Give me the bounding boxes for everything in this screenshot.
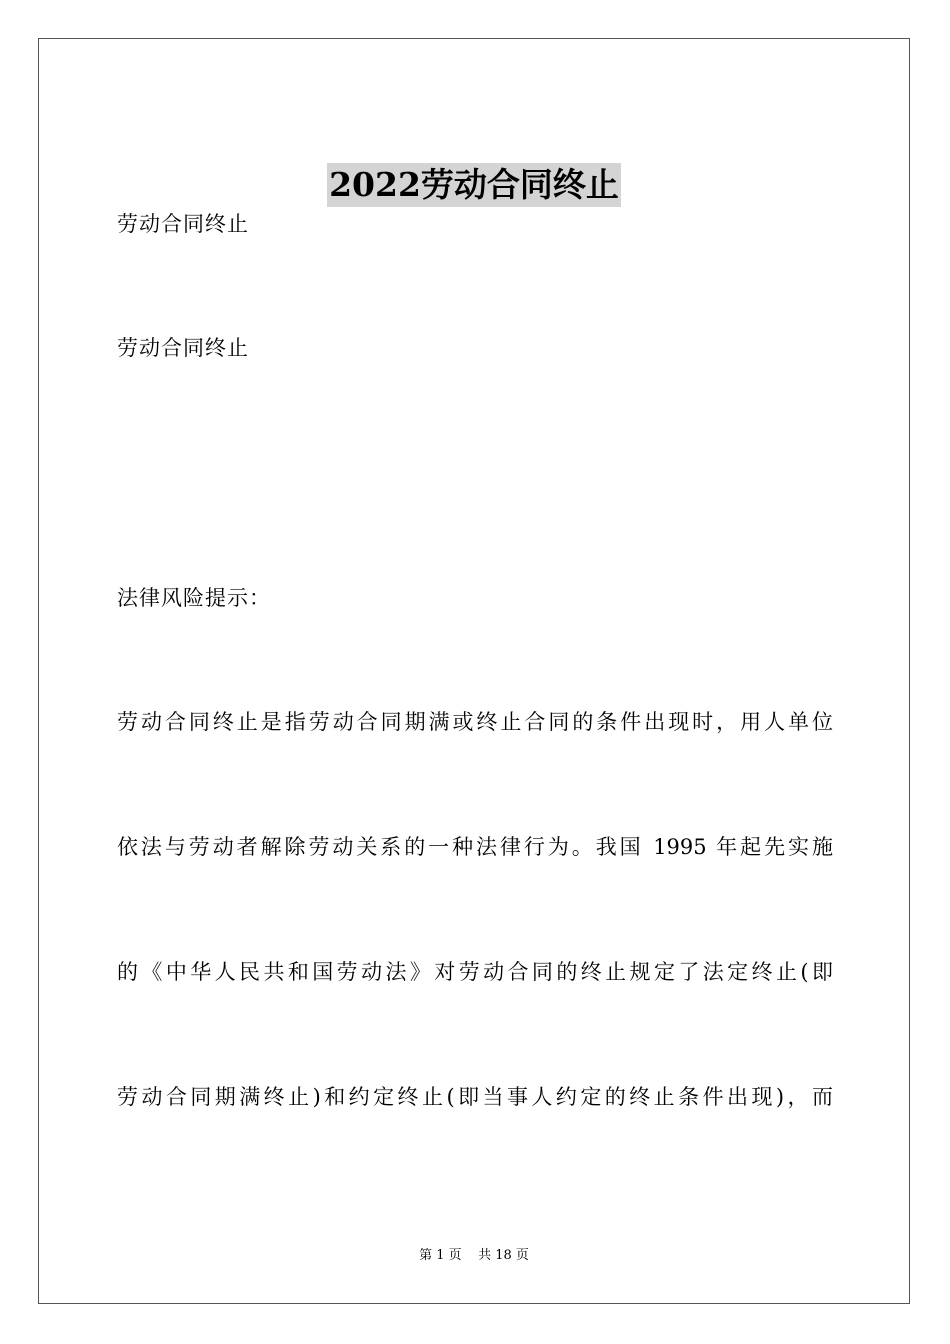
section-heading: 法律风险提示：	[117, 586, 271, 610]
document-page	[38, 38, 910, 1304]
document-title: 2022劳动合同终止	[327, 163, 621, 207]
subtitle-line-1: 劳动合同终止	[117, 212, 249, 236]
page-footer: 第 1 页 共 18 页	[419, 1248, 529, 1263]
body-line-4: 劳动合同期满终止)和约定终止(即当事人约定的终止条件出现)，而	[117, 1085, 833, 1109]
title-container	[39, 163, 909, 207]
body-line-3: 的《中华人民共和国劳动法》对劳动合同的终止规定了法定终止(即	[117, 960, 833, 984]
body-line-1: 劳动合同终止是指劳动合同期满或终止合同的条件出现时，用人单位	[117, 710, 833, 734]
body-line-2: 依法与劳动者解除劳动关系的一种法律行为。我国 1995 年起先实施	[117, 835, 833, 859]
subtitle-line-2: 劳动合同终止	[117, 336, 249, 360]
